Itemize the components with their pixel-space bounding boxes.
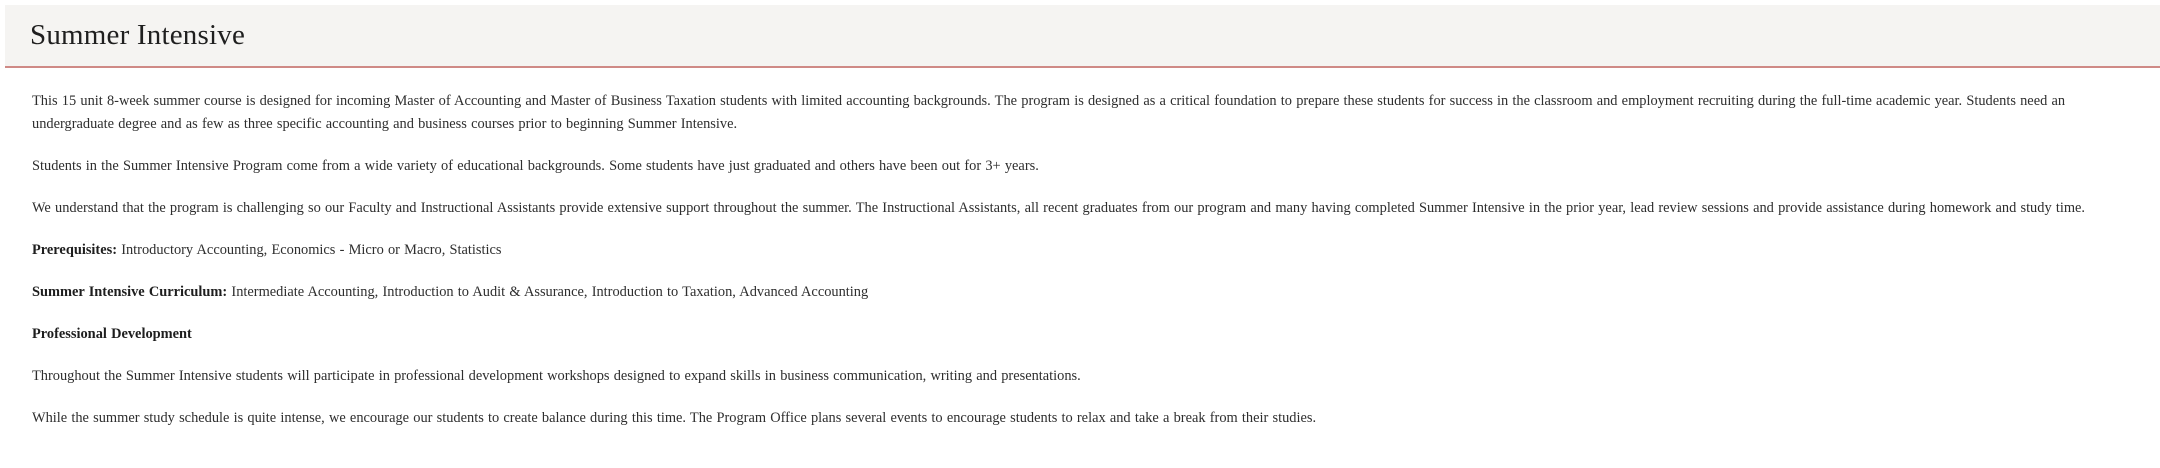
curriculum-paragraph [32,281,2134,304]
professional-development-label: Professional Development [32,326,192,342]
panel-title: Summer Intensive [30,19,246,51]
professional-development-heading [32,323,2134,346]
backgrounds-paragraph: Students in the Summer Intensive Program come from a wide variety of educational backgrounds. Some students have just graduated and others have been out for 3+ years. [32,158,1039,174]
prerequisites-paragraph [32,239,2134,262]
workshops-paragraph: Throughout the Summer Intensive students will participate in professional development workshops designed to expand skills in business communication, writing and presentations. [32,368,1081,384]
intro-paragraph: This 15 unit 8-week summer course is designed for incoming Master of Accounting and Master of Business Taxation students with limited accounting backgrounds. The program is designed as a critical foundation to prepare these students for success in the classroom and employment recruiting during the full-time academic year. Students need an undergraduate degree and as few as three specific accounting and business courses prior to beginning Summer Intensive. [32,93,2066,132]
summer-intensive-panel [5,5,2160,468]
support-paragraph: We understand that the program is challenging so our Faculty and Instructional Assistants provide extensive support throughout the summer. The Instructional Assistants, all recent graduates from our program and many having completed Summer Intensive in the prior year, lead review sessions and provide assistance during homework and study time. [32,200,2086,216]
panel-header [5,5,2160,68]
curriculum-label: Summer Intensive Curriculum: [32,284,228,300]
prerequisites-value: Introductory Accounting, Economics - Micro or Macro, Statistics [117,242,502,258]
curriculum-value: Intermediate Accounting, Introduction to Audit & Assurance, Introduction to Taxation, Advanced Accounting [227,284,869,300]
balance-paragraph: While the summer study schedule is quite intense, we encourage our students to create balance during this time. The Program Office plans several events to encourage students to relax and take a break from their studies. [32,410,1317,426]
prerequisites-label: Prerequisites: [32,242,117,258]
panel-body [5,68,2160,430]
